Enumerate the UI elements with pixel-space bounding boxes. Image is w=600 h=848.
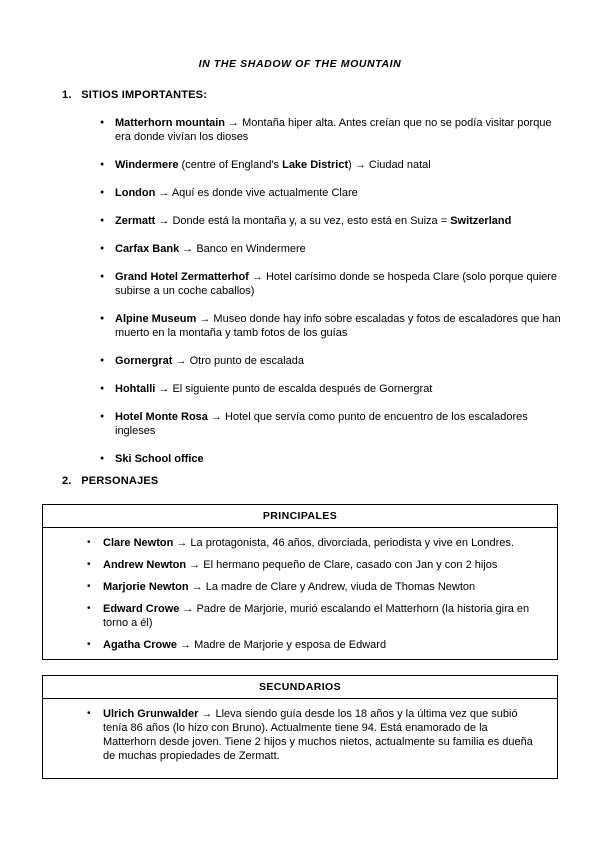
section-number: 2. xyxy=(62,475,72,487)
item-name: Clare Newton xyxy=(103,537,174,549)
list-item xyxy=(100,410,562,438)
item-name: Gornergrat xyxy=(115,355,173,367)
item-bold: Switzerland xyxy=(450,215,512,227)
item-name: Grand Hotel Zermatterhof xyxy=(115,271,249,283)
section-title: SITIOS IMPORTANTES: xyxy=(81,89,208,101)
item-name: Marjorie Newton xyxy=(103,581,189,593)
item-name: Windermere xyxy=(115,159,179,171)
item-text: El siguiente punto de escalda después de Gornergrat xyxy=(172,383,433,395)
item-text: Otro punto de escalada xyxy=(189,355,304,367)
item-text: Montaña hiper alta. Antes creían que no se podía visitar porque era donde vivían los dioses xyxy=(115,117,552,143)
arrow: → xyxy=(155,187,172,199)
item-text: Padre de Marjorie, murió escalando el Matterhorn (la historia gira en torno a él) xyxy=(103,603,530,629)
list-item xyxy=(100,214,562,228)
document-title: IN THE SHADOW OF THE MOUNTAIN xyxy=(198,58,402,70)
list-item xyxy=(100,158,562,172)
item-name: Ski School office xyxy=(115,453,204,465)
arrow: → xyxy=(173,537,191,549)
item-text-pre: (centre of England's xyxy=(178,159,283,171)
item-text: Donde está la montaña y, a su vez, esto está en Suiza = xyxy=(172,215,451,227)
arrow: → xyxy=(248,271,266,283)
list-item xyxy=(100,116,562,144)
arrow: → xyxy=(179,243,197,255)
list-item xyxy=(43,707,557,763)
arrow: → xyxy=(155,383,173,395)
secundarios-box xyxy=(42,675,558,779)
list-item xyxy=(100,270,562,298)
arrow: → xyxy=(172,355,190,367)
item-name: Hotel Monte Rosa xyxy=(115,411,208,423)
principales-box xyxy=(42,504,558,660)
arrow: → xyxy=(351,159,369,171)
item-name: Ulrich Grunwalder xyxy=(103,708,199,720)
item-name: Carfax Bank xyxy=(115,243,180,255)
item-text: Hotel que servía como punto de encuentro de los escaladores ingleses xyxy=(115,411,528,437)
section-heading-characters xyxy=(62,475,158,487)
item-text: Hotel carísimo donde se hospeda Clare (solo porque quiere subirse a un coche caballos) xyxy=(115,271,558,297)
list-item xyxy=(43,536,557,550)
arrow: → xyxy=(176,639,195,651)
arrow: → xyxy=(186,559,204,571)
item-name: Hohtalli xyxy=(115,383,156,395)
arrow: → xyxy=(179,603,197,615)
list-item xyxy=(43,580,557,594)
item-name: London xyxy=(115,187,156,199)
item-text: Aquí es donde vive actualmente Clare xyxy=(171,187,358,199)
item-name: Andrew Newton xyxy=(103,559,187,571)
item-text: Museo donde hay info sobre escaladas y fotos de escaladores que han muerto en la montaña y tamb fotos de los guías xyxy=(115,313,561,339)
item-name: Zermatt xyxy=(115,215,156,227)
list-item xyxy=(43,602,557,630)
item-text: Ciudad natal xyxy=(368,159,431,171)
principales-heading: PRINCIPALES xyxy=(43,505,557,528)
arrow: → xyxy=(155,215,173,227)
arrow: → xyxy=(196,313,214,325)
item-text: Banco en Windermere xyxy=(196,243,306,255)
secundarios-heading: SECUNDARIOS xyxy=(43,676,557,699)
list-item xyxy=(100,242,562,256)
arrow: → xyxy=(207,411,226,423)
arrow: → xyxy=(198,708,216,720)
item-text: El hermano pequeño de Clare, casado con Jan y con 2 hijos xyxy=(203,559,498,571)
item-bold: Lake District xyxy=(282,159,349,171)
places-list xyxy=(100,116,562,480)
principales-list xyxy=(43,528,557,664)
item-text: Lleva siendo guía desde los 18 años y la última vez que subió tenía 86 años (lo hizo con Bruno). Actualmente tiene 94. Está enamorado de la Matterhorn desde joven. Tiene 2 hijos y muchos nietos, actualmente su familia es dueña de muchas propiedades de Zermatt. xyxy=(103,708,533,762)
item-text: La protagonista, 46 años, divorciada, periodista y vive en Londres. xyxy=(190,537,514,549)
item-name: Agatha Crowe xyxy=(103,639,177,651)
list-item xyxy=(100,186,562,200)
arrow: → xyxy=(188,581,206,593)
item-text-post: ) xyxy=(348,159,352,171)
item-name: Edward Crowe xyxy=(103,603,180,615)
item-text: Madre de Marjorie y esposa de Edward xyxy=(194,639,387,651)
item-name: Matterhorn mountain xyxy=(115,117,225,129)
item-text: La madre de Clare y Andrew, viuda de Thomas Newton xyxy=(205,581,476,593)
list-item xyxy=(43,638,557,652)
item-name: Alpine Museum xyxy=(115,313,197,325)
list-item xyxy=(100,452,562,466)
secundarios-list xyxy=(43,699,557,775)
list-item xyxy=(100,312,562,340)
list-item xyxy=(100,354,562,368)
section-heading-places xyxy=(62,89,207,101)
section-number: 1. xyxy=(62,89,72,101)
arrow: → xyxy=(225,117,243,129)
list-item xyxy=(43,558,557,572)
section-title: PERSONAJES xyxy=(81,475,159,487)
list-item xyxy=(100,382,562,396)
